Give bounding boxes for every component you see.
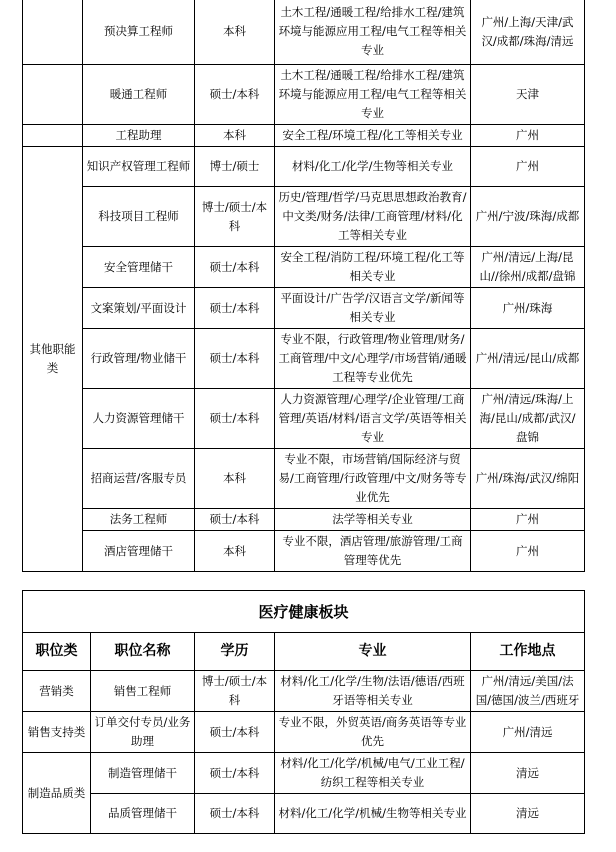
location-cell: 广州/清远/昆山/成都 <box>471 329 585 389</box>
major-cell: 专业不限，市场营销/国际经济与贸易/工商管理/行政管理/中文/财务等专业优先 <box>275 449 471 509</box>
table-row <box>23 147 585 187</box>
degree-cell: 本科 <box>195 0 275 65</box>
position-cell: 知识产权管理工程师 <box>83 147 195 187</box>
table-row <box>23 531 585 572</box>
position-cell: 销售工程师 <box>91 671 195 712</box>
major-cell: 材料/化工/化学/生物/法语/德语/西班牙语等相关专业 <box>275 671 471 712</box>
table-row <box>23 65 585 125</box>
table-row <box>23 247 585 288</box>
position-cell: 招商运营/客服专员 <box>83 449 195 509</box>
location-cell: 广州 <box>471 147 585 187</box>
table-row <box>23 449 585 509</box>
major-cell: 历史/管理/哲学/马克思思想政治教育/中文类/财务/法律/工商管理/材料/化工等相关专业 <box>275 187 471 247</box>
major-cell: 法学等相关专业 <box>275 509 471 531</box>
degree-cell: 硕士/本科 <box>195 288 275 329</box>
table-row <box>23 125 585 147</box>
position-cell: 酒店管理储干 <box>83 531 195 572</box>
header-degree: 学历 <box>195 633 275 671</box>
major-cell: 平面设计/广告学/汉语言文学/新闻等相关专业 <box>275 288 471 329</box>
major-cell: 材料/化工/化学/生物等相关专业 <box>275 147 471 187</box>
degree-cell: 硕士/本科 <box>195 247 275 288</box>
table-title-row <box>23 591 585 633</box>
major-cell: 安全工程/环境工程/化工等相关专业 <box>275 125 471 147</box>
location-cell: 广州/上海/天津/武汉/成都/珠海/清远 <box>471 0 585 65</box>
position-cell: 暖通工程师 <box>83 65 195 125</box>
degree-cell: 博士/硕士/本科 <box>195 671 275 712</box>
degree-cell: 博士/硕士 <box>195 147 275 187</box>
section-title: 医疗健康板块 <box>23 591 585 633</box>
header-major: 专业 <box>275 633 471 671</box>
location-cell: 清远 <box>471 794 585 834</box>
header-category: 职位类 <box>23 633 91 671</box>
table-row <box>23 187 585 247</box>
major-cell: 专业不限，酒店管理/旅游管理/工商管理等优先 <box>275 531 471 572</box>
major-cell: 材料/化工/化学/机械/生物等相关专业 <box>275 794 471 834</box>
position-cell: 文案策划/平面设计 <box>83 288 195 329</box>
position-cell: 法务工程师 <box>83 509 195 531</box>
position-cell: 安全管理储干 <box>83 247 195 288</box>
position-cell: 制造管理储干 <box>91 753 195 794</box>
degree-cell: 硕士/本科 <box>195 753 275 794</box>
degree-cell: 硕士/本科 <box>195 65 275 125</box>
major-cell: 人力资源管理/心理学/企业管理/工商管理/英语/材料/语言文学/英语等相关专业 <box>275 389 471 449</box>
position-cell: 人力资源管理储干 <box>83 389 195 449</box>
header-row <box>23 633 585 671</box>
category-cell-other-functions: 其他职能类 <box>23 147 83 572</box>
location-cell: 广州 <box>471 509 585 531</box>
location-cell: 广州/宁波/珠海/成都 <box>471 187 585 247</box>
location-cell: 广州 <box>471 125 585 147</box>
location-cell: 广州/珠海/武汉/绵阳 <box>471 449 585 509</box>
recruitment-table-medical <box>22 590 585 834</box>
table-row <box>23 329 585 389</box>
position-cell: 工程助理 <box>83 125 195 147</box>
degree-cell: 硕士/本科 <box>195 329 275 389</box>
degree-cell: 硕士/本科 <box>195 509 275 531</box>
position-cell: 品质管理储干 <box>91 794 195 834</box>
table-row <box>23 753 585 794</box>
major-cell: 土木工程/通暖工程/给排水工程/建筑环境与能源应用工程/电气工程等相关专业 <box>275 0 471 65</box>
table-row <box>23 389 585 449</box>
category-cell: 营销类 <box>23 671 91 712</box>
position-cell: 科技项目工程师 <box>83 187 195 247</box>
location-cell: 广州/清远 <box>471 712 585 753</box>
degree-cell: 博士/硕士/本科 <box>195 187 275 247</box>
location-cell: 广州 <box>471 531 585 572</box>
major-cell: 专业不限，行政管理/物业管理/财务/工商管理/中文/心理学/市场营销/通暖工程等专业优先 <box>275 329 471 389</box>
table-row <box>23 671 585 712</box>
category-cell <box>23 125 83 147</box>
major-cell: 材料/化工/化学/机械/电气/工业工程/纺织工程等相关专业 <box>275 753 471 794</box>
table-row <box>23 794 585 834</box>
major-cell: 安全工程/消防工程/环境工程/化工等相关专业 <box>275 247 471 288</box>
position-cell: 预决算工程师 <box>83 0 195 65</box>
degree-cell: 本科 <box>195 125 275 147</box>
location-cell: 广州/清远/珠海/上海/昆山/成都/武汉/盘锦 <box>471 389 585 449</box>
location-cell: 清远 <box>471 753 585 794</box>
category-cell: 销售支持类 <box>23 712 91 753</box>
location-cell: 广州/清远/上海/昆山//徐州/成都/盘锦 <box>471 247 585 288</box>
header-position: 职位名称 <box>91 633 195 671</box>
table-row <box>23 0 585 65</box>
location-cell: 天津 <box>471 65 585 125</box>
category-cell <box>23 0 83 65</box>
category-cell-manufacturing-quality: 制造品质类 <box>23 753 91 834</box>
position-cell: 行政管理/物业储干 <box>83 329 195 389</box>
location-cell: 广州/珠海 <box>471 288 585 329</box>
table-row <box>23 509 585 531</box>
recruitment-table-top <box>22 0 585 572</box>
major-cell: 专业不限，外贸英语/商务英语等专业优先 <box>275 712 471 753</box>
degree-cell: 本科 <box>195 449 275 509</box>
degree-cell: 硕士/本科 <box>195 712 275 753</box>
degree-cell: 硕士/本科 <box>195 389 275 449</box>
table-row <box>23 288 585 329</box>
degree-cell: 本科 <box>195 531 275 572</box>
major-cell: 土木工程/通暖工程/给排水工程/建筑环境与能源应用工程/电气工程等相关专业 <box>275 65 471 125</box>
location-cell: 广州/清远/美国/法国/德国/波兰/西班牙 <box>471 671 585 712</box>
table-row <box>23 712 585 753</box>
header-location: 工作地点 <box>471 633 585 671</box>
degree-cell: 硕士/本科 <box>195 794 275 834</box>
category-cell <box>23 65 83 125</box>
position-cell: 订单交付专员/业务助理 <box>91 712 195 753</box>
